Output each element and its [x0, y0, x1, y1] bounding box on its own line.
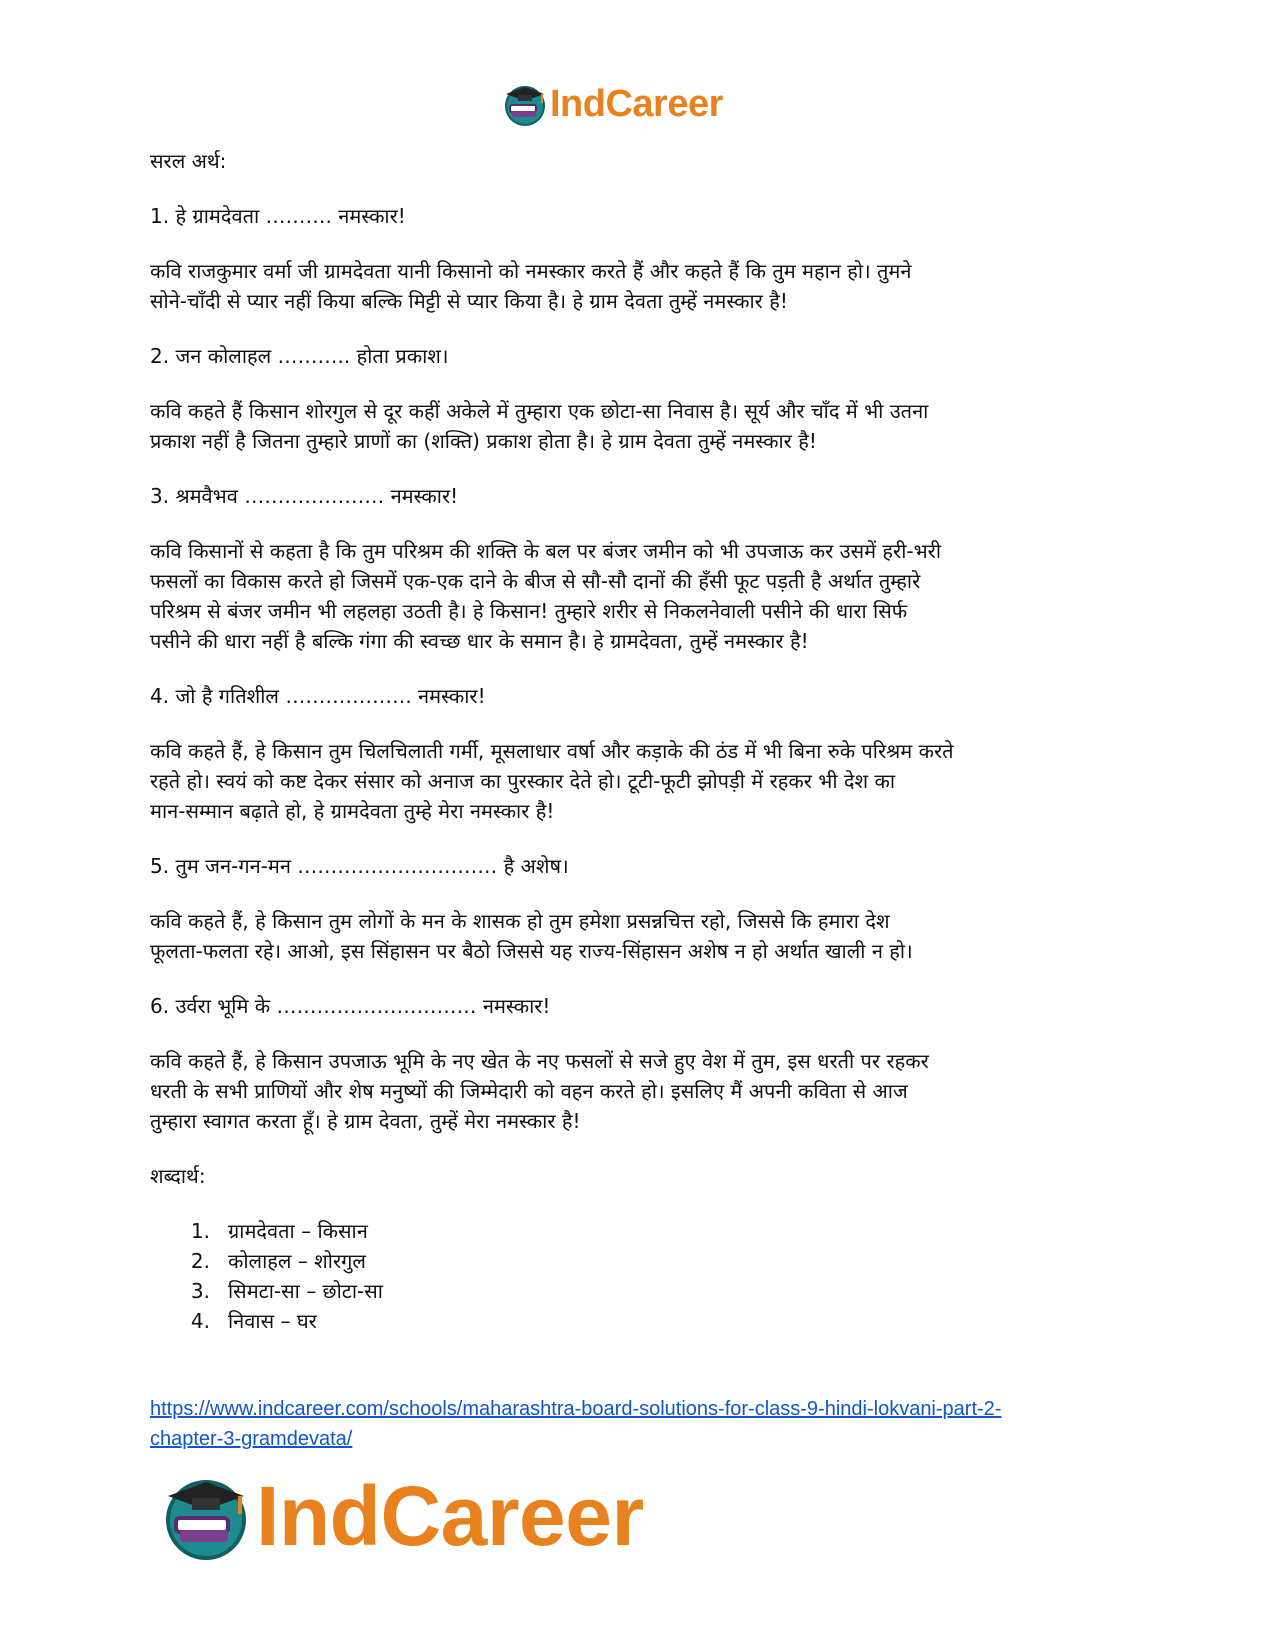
header-brand-text: IndCareer [550, 82, 723, 125]
section-2-paragraph [150, 396, 1130, 456]
list-item-text: ग्रामदेवता – किसान [228, 1219, 368, 1243]
list-item-number: 2. [190, 1249, 210, 1273]
paragraph-line: कवि कहते हैं किसान शोरगुल से दूर कहीं अकेले में तुम्हारा एक छोटा-सा निवास है। सूर्य और चाँद में भी उतना [150, 399, 929, 423]
section-4-title: 4. जो है गतिशील ………………. नमस्कार! [150, 684, 486, 708]
paragraph-line: परिश्रम से बंजर जमीन भी लहलहा उठती है। हे किसान! तुम्हारे शरीर से निकलनेवाली पसीने की धारा सिर्फ [150, 599, 908, 623]
list-item-number: 3. [190, 1279, 210, 1303]
sections-container [150, 201, 1130, 1136]
source-link-line-2[interactable]: chapter-3-gramdevata/ [150, 1428, 353, 1450]
paragraph-line: रहते हो। स्वयं को कष्ट देकर संसार को अनाज का पुरस्कार देते हो। टूटी-फूटी झोपड़ी में रहकर भी देश का [150, 769, 896, 793]
paragraph-line: कवि कहते हैं, हे किसान तुम लोगों के मन के शासक हो तुम हमेशा प्रसन्नचित्त रहो, जिससे कि हमारा देश [150, 909, 890, 933]
section-4-paragraph [150, 736, 1130, 826]
list-item-text: निवास – घर [228, 1309, 317, 1333]
list-item [150, 1306, 1130, 1336]
list-item-number: 4. [190, 1309, 210, 1333]
footer-brand-text: IndCareer [256, 1468, 644, 1563]
word-meanings-list [150, 1216, 1130, 1336]
section-1-paragraph [150, 256, 1130, 316]
list-item [150, 1276, 1130, 1306]
paragraph-line: मान-सम्मान बढ़ाते हो, हे ग्रामदेवता तुम्हे मेरा नमस्कार है! [150, 799, 555, 823]
paragraph-line: कवि किसानों से कहता है कि तुम परिश्रम की शक्ति के बल पर बंजर जमीन को भी उपजाऊ कर उसमें हरी-भरी [150, 539, 942, 563]
paragraph-line: कवि कहते हैं, हे किसान तुम चिलचिलाती गर्मी, मूसलाधार वर्षा और कड़ाके की ठंड में भी बिना रुके परिश्रम करते [150, 739, 954, 763]
graduation-cap-book-globe-icon [502, 81, 548, 127]
list-item-text: कोलाहल – शोरगुल [228, 1249, 366, 1273]
paragraph-line: फूलता-फलता रहे। आओ, इस सिंहासन पर बैठो जिससे यह राज्य-सिंहासन अशेष न हो अर्थात खाली न हो। [150, 939, 913, 963]
section-3-paragraph [150, 536, 1130, 656]
footer-logo [160, 1468, 644, 1564]
list-item-number: 1. [190, 1219, 210, 1243]
list-item [150, 1246, 1130, 1276]
section-2-title: 2. जन कोलाहल ……….. होता प्रकाश। [150, 344, 449, 368]
word-meanings-heading: शब्दार्थ: [150, 1164, 206, 1188]
paragraph-line: फसलों का विकास करते हो जिसमें एक-एक दाने के बीज से सौ-सौ दानों की हँसी फूट पड़ती है अर्थात तुम्हारे [150, 569, 921, 593]
graduation-cap-book-globe-icon [160, 1470, 252, 1562]
section-6-paragraph [150, 1046, 1130, 1136]
paragraph-line: तुम्हारा स्वागत करता हूँ। हे ग्राम देवता, तुम्हें मेरा नमस्कार है! [150, 1109, 581, 1133]
section-1-title: 1. हे ग्रामदेवता ………. नमस्कार! [150, 204, 406, 228]
paragraph-line: धरती के सभी प्राणियों और शेष मनुष्यों की जिम्मेदारी को वहन करते हो। इसलिए मैं अपनी कविता से आज [150, 1079, 908, 1103]
meaning-heading: सरल अर्थ: [150, 149, 227, 173]
paragraph-line: कवि राजकुमार वर्मा जी ग्रामदेवता यानी किसानो को नमस्कार करते हैं और कहते हैं कि तुम महान हो। तुमने [150, 259, 912, 283]
paragraph-line: पसीने की धारा नहीं है बल्कि गंगा की स्वच्छ धार के समान है। हे ग्रामदेवता, तुम्हें नमस्कार है! [150, 629, 809, 653]
section-5-title: 5. तुम जन-गन-मन ………………………… है अशेष। [150, 854, 569, 878]
document-body [150, 146, 1130, 1336]
paragraph-line: सोने-चाँदी से प्यार नहीं किया बल्कि मिट्टी से प्यार किया है। हे ग्राम देवता तुम्हें नमस्कार है! [150, 289, 788, 313]
paragraph-line: प्रकाश नहीं है जितना तुम्हारे प्राणों का (शक्ति) प्रकाश होता है। हे ग्राम देवता तुम्हें नमस्कार है! [150, 429, 817, 453]
list-item-text: सिमटा-सा – छोटा-सा [228, 1279, 383, 1303]
section-5-paragraph [150, 906, 1130, 966]
header-logo [502, 80, 723, 128]
source-link-line-1[interactable]: https://www.indcareer.com/schools/maharashtra-board-solutions-for-class-9-hindi-lokvani-part-2- [150, 1398, 1002, 1420]
section-6-title: 6. उर्वरा भूमि के ………………………… नमस्कार! [150, 994, 551, 1018]
source-link[interactable] [150, 1394, 1150, 1454]
paragraph-line: कवि कहते हैं, हे किसान उपजाऊ भूमि के नए खेत के नए फसलों से सजे हुए वेश में तुम, इस धरती पर रहकर [150, 1049, 929, 1073]
list-item [150, 1216, 1130, 1246]
section-3-title: 3. श्रमवैभव ………………… नमस्कार! [150, 484, 459, 508]
